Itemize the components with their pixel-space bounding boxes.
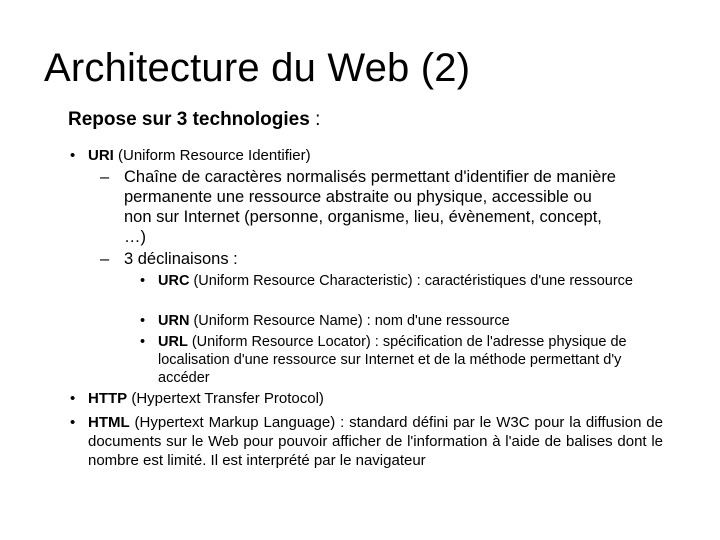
bullet-marker: • — [140, 273, 146, 289]
term-urc: URC — [158, 273, 190, 289]
intro-rest: : — [309, 109, 321, 130]
bullet-marker: • — [70, 390, 76, 407]
sub-item-text: 3 déclinaisons : — [124, 250, 238, 268]
bullet-text — [88, 389, 670, 408]
dash-marker: – — [100, 250, 110, 268]
desc-urn: (Uniform Resource Name) : nom d'une ressource — [189, 313, 510, 329]
declinaison-text — [158, 312, 665, 330]
term-url: URL — [158, 334, 188, 350]
bullet-html — [70, 413, 663, 470]
term-html: HTML — [88, 414, 130, 431]
bullet-uri — [70, 146, 670, 165]
term-uri: URI — [88, 147, 114, 164]
desc-urc: (Uniform Resource Characteristic) : caractéristiques d'une ressource — [189, 273, 633, 289]
desc-url: (Uniform Resource Locator) : spécification de l'adresse physique de localisation d'une ressource sur Internet et de la méthode permettant d'y accéder — [158, 334, 627, 386]
bullet-text — [88, 413, 663, 470]
sub-item-declinaisons — [100, 249, 620, 269]
intro-strong: Repose sur 3 technologies — [68, 109, 310, 130]
bullet-text — [88, 146, 670, 165]
intro-line — [68, 108, 320, 132]
desc-http: (Hypertext Transfer Protocol) — [127, 390, 324, 407]
declinaison-text — [158, 272, 640, 290]
bullet-marker: • — [140, 313, 146, 329]
dash-marker: – — [100, 168, 110, 186]
declinaison-text — [158, 333, 665, 387]
sub-item-definition — [100, 167, 620, 247]
declinaison-urc — [140, 272, 640, 290]
sub-item-text: Chaîne de caractères normalisés permettant d'identifier de manière permanente une ressource abstraite ou physique, accessible ou non sur Internet (personne, organisme, lieu, évènement, concept, …) — [124, 168, 616, 246]
declinaison-urn — [140, 312, 665, 330]
bullet-marker: • — [70, 147, 76, 164]
desc-uri: (Uniform Resource Identifier) — [113, 147, 311, 164]
slide-title: Architecture du Web (2) — [44, 46, 471, 90]
bullet-http — [70, 389, 670, 408]
declinaison-url — [140, 333, 665, 387]
desc-html: (Hypertext Markup Language) : standard défini par le W3C pour la diffusion de documents sur le Web pour pouvoir afficher de l'information à l'aide de balises dont le nombre est limité. Il est interprété par le navigateur — [88, 414, 663, 469]
term-urn: URN — [158, 313, 190, 329]
bullet-marker: • — [140, 334, 146, 350]
term-http: HTTP — [88, 390, 128, 407]
bullet-marker: • — [70, 414, 76, 431]
